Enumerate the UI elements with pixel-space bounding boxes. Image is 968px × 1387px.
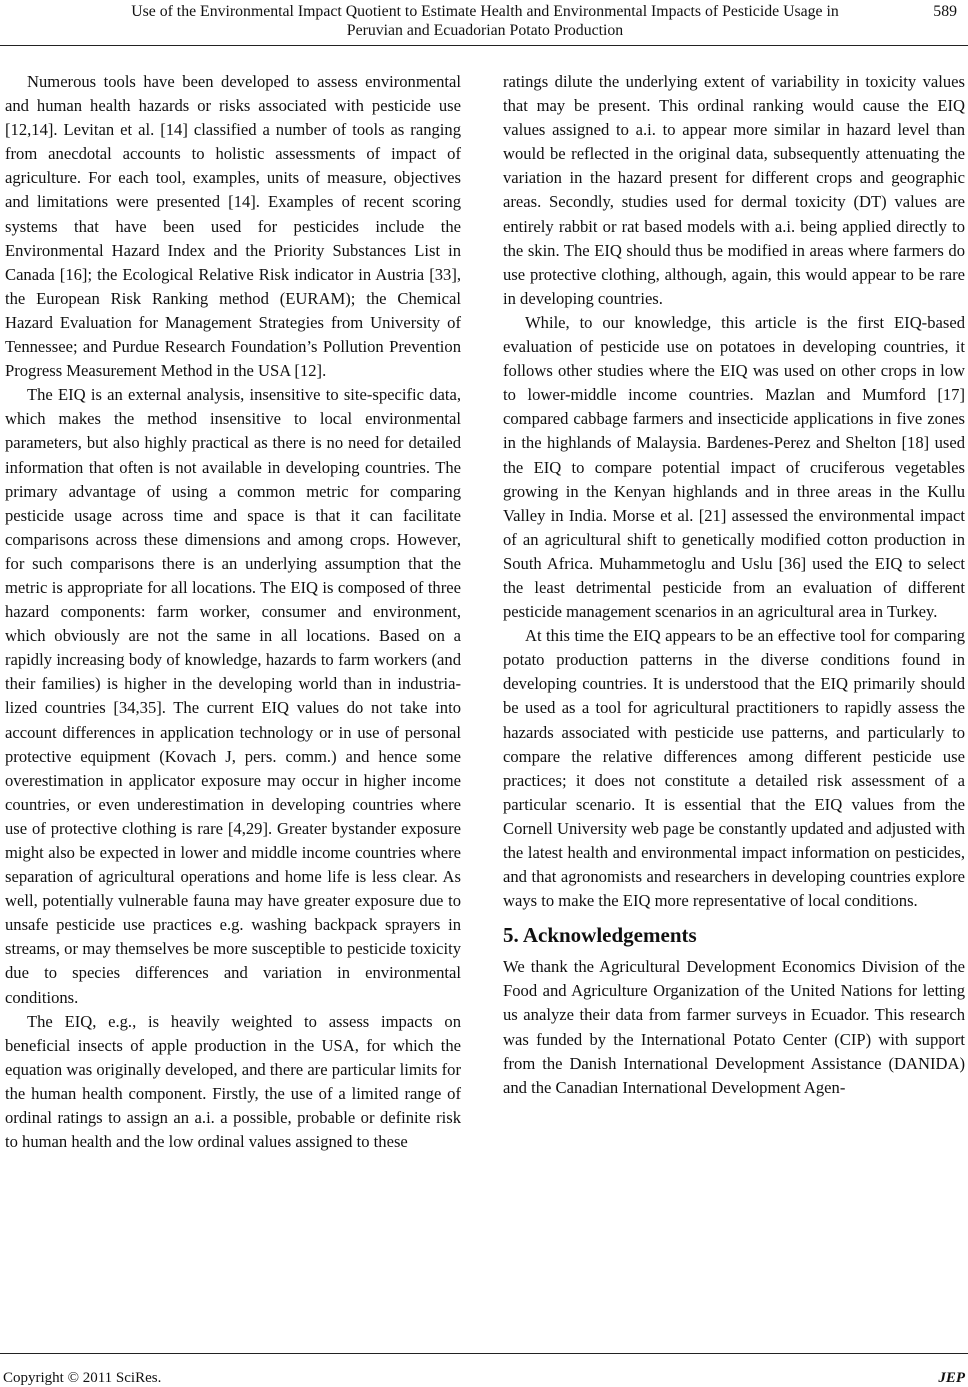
paragraph: ratings dilute the underlying extent of variability in toxicity values that may be present. This ordinal ranking would cause the EIQ values assigned to a.i. to appear more similar in hazard level than would be reflected in the original data, subsequently attenuating the variation in the hazard present for different crops and geographic areas. Secondly, studies used for dermal toxicity (DT) values are entirely rabbit or rat based models with a.i. being applied directly to the skin. The EIQ should thus be modified in areas where farmers do use protective clothing, although, again, this would appear to be rare in developing countries. xyxy=(503,72,965,308)
running-footer xyxy=(0,1353,968,1387)
section-heading-acknowledgements: 5. Acknowledgements xyxy=(503,923,697,948)
copyright-notice: Copyright © 2011 SciRes. xyxy=(3,1370,162,1386)
paragraph: We thank the Agricultural Development Economics Division of the Food and Agriculture Organization of the United Nations for letting us analyze their data from farmer surveys in Ecuador. This research was funded by the International Potato Center (CIP) with support from the Danish International Development Assistance (DANIDA) and the Canadian International Development Agen- xyxy=(503,957,965,1097)
right-column xyxy=(503,70,965,1100)
running-header xyxy=(0,1,968,46)
paragraph: At this time the EIQ appears to be an effective tool for comparing potato production patterns in the diverse conditions found in developing countries. It is understood that the EIQ primarily should be used as a tool for agricultural practitioners to rapidly assess the hazards associated with pesticide use patterns, and particularly to compare the relative differences among different pesticide use practices; it does not constitute a detailed risk assessment of a particular scenario. It is essential that the EIQ values from the Cornell University web page be constantly updated and adjusted with the latest health and environmental impact information on pesticides, and that agronomists and researchers in developing countries explore ways to make the EIQ more representative of local conditions. xyxy=(503,626,965,911)
journal-abbreviation: JEP xyxy=(938,1370,965,1386)
running-title-line-2: Peruvian and Ecuadorian Potato Production xyxy=(346,22,624,39)
running-title-line-1: Use of the Environmental Impact Quotient to Estimate Health and Environmental Impacts of Pesticide Usage in xyxy=(131,3,839,20)
paragraph: The EIQ is an external analysis, insensitive to site-specific data, which makes the method insensitive to local environmental parameters, but also highly practical as there is no need for detailed information that often is not available in developing countries. The primary advantage of using a common metric for comparing pesticide usage across time and space is that it can facilitate comparisons across these dimensions and among crops. However, for such comparisons there is an underlying assumption that the metric is appropriate for all locations. The EIQ is composed of three hazard components: farm worker, consumer and environment, which obviously are not the same in all locations. Based on a rapidly increasing body of knowledge, hazards to farm workers (and their families) is higher in the developing world than in industrialized countries [34,35]. The current EIQ values do not take into account differences in application technology or in use of personal protective equipment (Kovach J, pers. comm.) and hence some overestimation in applicator exposure may occur in higher income countries, or even underestimation in developing countries where use of protective clothing is rare [4,29]. Greater bystander exposure might also be expected in lower and middle income countries where separation of agricultural operations and home life is less clear. As well, potentially vulnerable fauna may have greater exposure due to unsafe pesticide use practices e.g. washing backpack sprayers in streams, or may themselves be more susceptible to pesticide toxicity due to species differences and variation in environmental conditions. xyxy=(5,385,461,1007)
page-number: 589 xyxy=(933,3,957,20)
paragraph: The EIQ, e.g., is heavily weighted to assess impacts on beneficial insects of apple production in the USA, for which the equation was originally developed, and there are particular limits for the human health component. Firstly, the use of a limited range of ordinal ratings to assign an a.i. a possible, probable or definite risk to human health and the low ordinal values assigned to these xyxy=(5,1011,461,1152)
running-title xyxy=(80,2,890,40)
left-column xyxy=(5,70,461,1154)
paragraph: Numerous tools have been developed to assess environmental and human health hazards or risks associated with pesticide use [12,14]. Levitan et al. [14] classified a number of tools as ranging from anecdotal accounts to holistic assessments of impact of agriculture. For each tool, examples, units of measure, objectives and limitations were presented [14]. Examples of recent scoring systems that have been used for pesticides include the Environmental Hazard Index and the Priority Substances List in Canada [16]; the Ecological Relative Risk indicator in Austria [33], the European Risk Ranking method (EURAM); the Chemical Hazard Evaluation for Management Strategies from University of Tennessee; and Purdue Research Foundation’s Pollution Prevention Progress Measurement Method in the USA [12]. xyxy=(5,72,461,381)
paragraph: While, to our knowledge, this article is the first EIQ-based evaluation of pesticide use on potatoes in developing countries, it follows other studies where the EIQ was used on other crops in low to lower-middle income countries. Mazlan and Mumford [17] compared cabbage farmers and insecticide applications in five zones in the highlands of Malaysia. Bardenes-Perez and Shelton [18] used the EIQ to compare potential impact of cruciferous vegetables growing in the Kenyan highlands and in three areas in the Kullu Valley in India. Morse et al. [21] assessed the environmental impact of an agricultural shift to genetically modified cotton production in South Africa. Muhammetoglu and Uslu [36] used the EIQ to select the least detrimental pesticide from an evaluation of different pesticide management scenarios in an agricultural area in Turkey. xyxy=(503,312,965,622)
